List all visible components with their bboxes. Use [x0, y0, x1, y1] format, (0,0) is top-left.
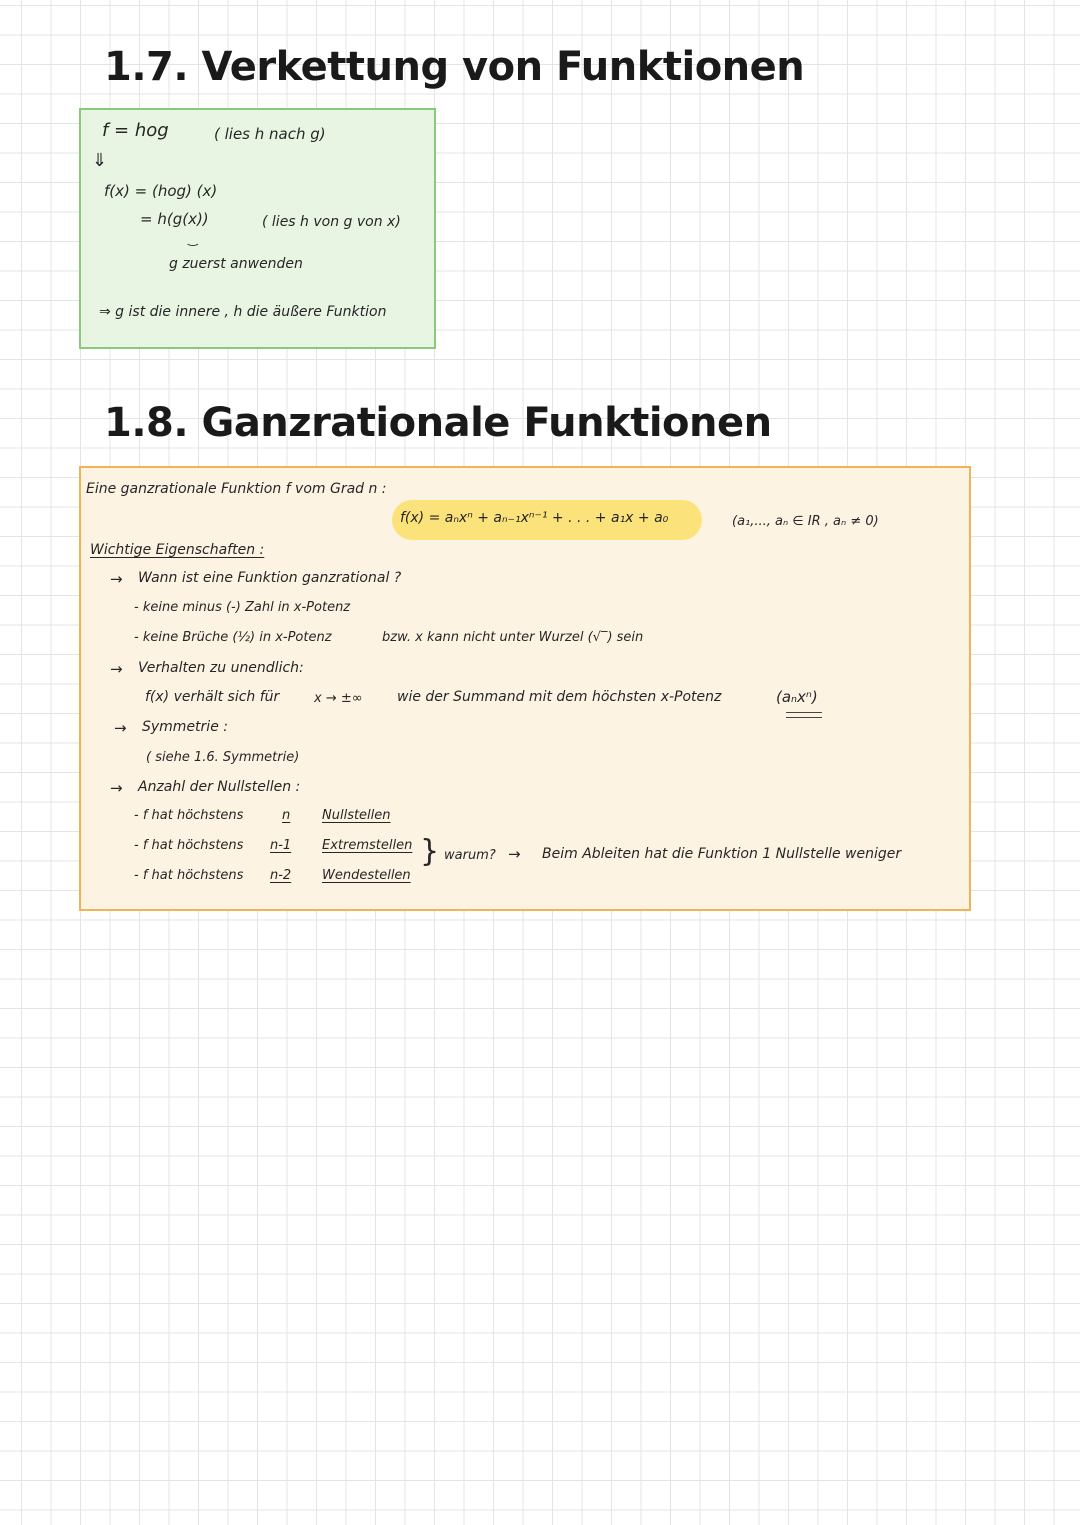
underbrace-icon: ‿ [188, 232, 198, 246]
why-question: warum? [444, 848, 496, 863]
arrow-right-icon: → [110, 779, 123, 797]
properties-heading: Wichtige Eigenschaften : [90, 542, 265, 558]
inflection-row-prefix: - f hat höchstens [134, 868, 244, 883]
brace-icon: } [420, 834, 440, 869]
polynomial-formula: f(x) = aₙxⁿ + aₙ₋₁xⁿ⁻¹ + . . . + a₁x + a₀ [400, 510, 669, 526]
limit-behaviour-text: f(x) verhält sich für [145, 689, 280, 705]
composition-nested: = h(g(x)) [140, 210, 209, 228]
arrow-right-icon: → [114, 719, 127, 737]
zeros-row-kind: Nullstellen [322, 808, 391, 823]
property-symmetry: Symmetrie : [142, 719, 228, 735]
zeros-row-degree: n [282, 808, 291, 823]
inner-first-note: g zuerst anwenden [169, 256, 303, 272]
property-zero-count: Anzahl der Nullstellen : [138, 779, 301, 795]
arrow-right-icon: → [110, 660, 123, 678]
leading-term: (aₙxⁿ) [776, 688, 818, 706]
extrema-row-degree: n-1 [270, 838, 292, 853]
composition-expanded: f(x) = (hog) (x) [104, 182, 218, 200]
arrow-right-icon: → [110, 570, 123, 588]
zeros-row-prefix: - f hat höchstens [134, 808, 244, 823]
polynomial-intro: Eine ganzrationale Funktion f vom Grad n : [86, 481, 387, 497]
criterion-no-fraction-exponent: - keine Brüche (½) in x-Potenz [134, 630, 332, 645]
section-18-title: 1.8. Ganzrationale Funktionen [104, 400, 772, 446]
inflection-row-kind: Wendestellen [322, 868, 411, 883]
section-17-title: 1.7. Verkettung von Funktionen [104, 44, 805, 90]
composition-nested-note: ( lies h von g von x) [262, 214, 401, 230]
equivalence-arrow-icon: ⇓ [92, 150, 108, 171]
arrow-right-icon: → [508, 845, 521, 863]
coefficient-condition: (a₁,..., aₙ ∈ IR , aₙ ≠ 0) [732, 514, 879, 529]
limit-expression: x → ±∞ [314, 691, 363, 706]
criterion-no-negative-exponent: - keine minus (-) Zahl in x-Potenz [134, 600, 351, 615]
double-underline [786, 712, 822, 718]
derivative-reason: Beim Ableiten hat die Funktion 1 Nullstelle weniger [542, 846, 902, 862]
composition-definition: f = hog [102, 120, 169, 141]
property-limit-behaviour: Verhalten zu unendlich: [138, 660, 304, 676]
inflection-row-degree: n-2 [270, 868, 292, 883]
limit-behaviour-text-2: wie der Summand mit dem höchsten x-Potenz [397, 689, 722, 705]
composition-reading-note: ( lies h nach g) [214, 125, 326, 143]
symmetry-reference: ( siehe 1.6. Symmetrie) [146, 750, 300, 765]
extrema-row-kind: Extremstellen [322, 838, 413, 853]
inner-outer-conclusion: ⇒ g ist die innere , h die äußere Funktion [99, 304, 387, 320]
property-question-polynomial: Wann ist eine Funktion ganzrational ? [138, 570, 402, 586]
extrema-row-prefix: - f hat höchstens [134, 838, 244, 853]
criterion-no-root: bzw. x kann nicht unter Wurzel (√‾) sein [382, 630, 644, 645]
